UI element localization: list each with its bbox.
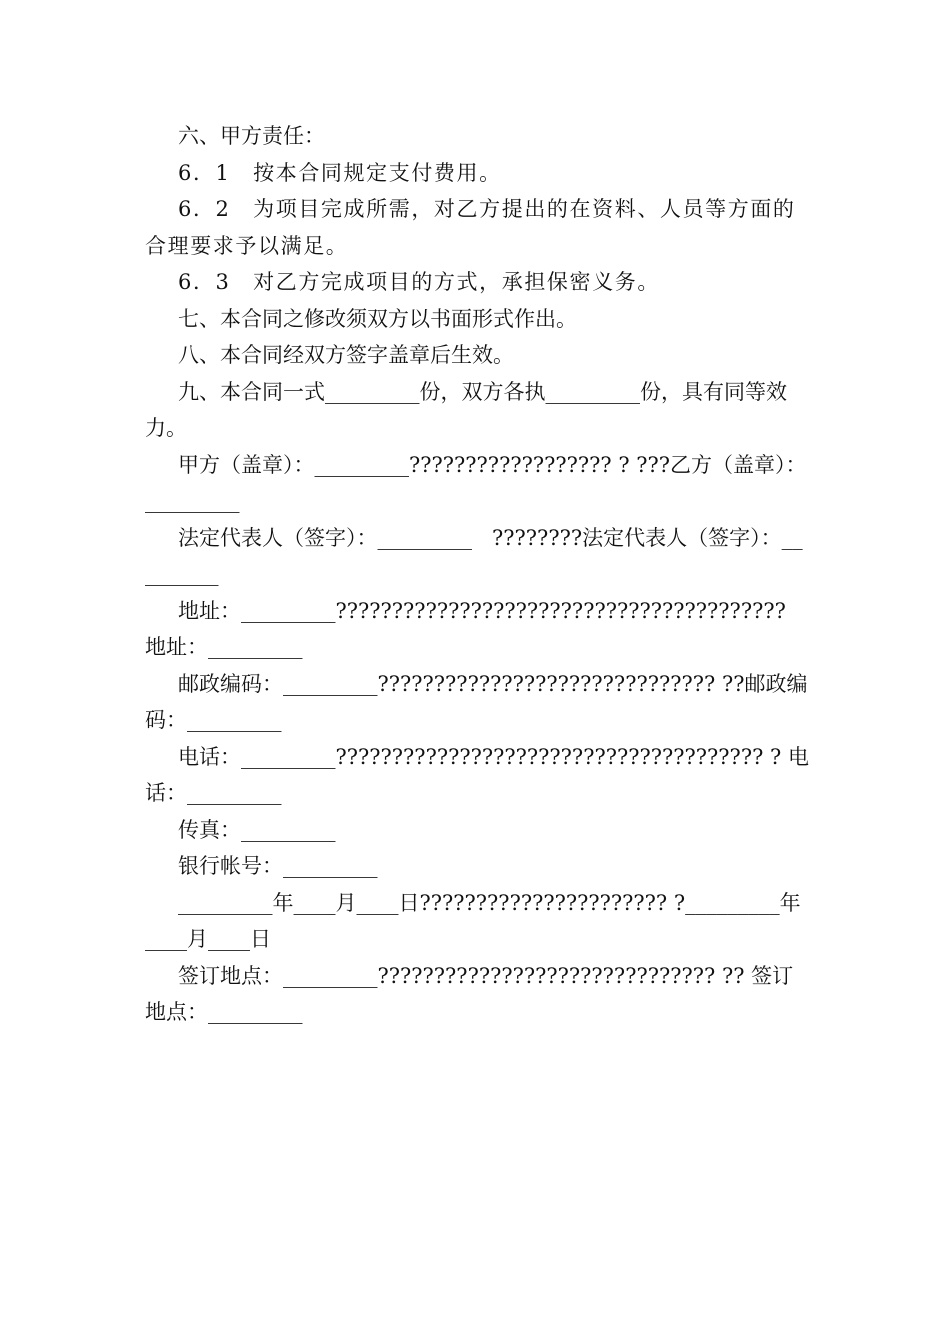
legal-representative-line: 法定代表人（签字）：_________ ????????法定代表人（签字）：_________ [145, 525, 803, 586]
fax-line: 传真：_________ [178, 817, 336, 842]
section-seven: 七、本合同之修改须双方以书面形式作出。 [178, 306, 577, 331]
signing-place-line: 签订地点：_________?????????????????????????????? ?? 签订地点：_________ [145, 963, 794, 1024]
contract-page [145, 118, 810, 1031]
section-nine: 九、本合同一式_________份，双方各执_________份，具有同等效力。 [145, 379, 787, 440]
postal-code-line: 邮政编码：_________?????????????????????????????? ??邮政编码：_________ [145, 671, 808, 732]
section-six-heading: 六、甲方责任： [178, 124, 325, 148]
bank-account-line: 银行帐号：_________ [178, 854, 378, 878]
address-line: 地址：_________???????????????????????????????????????? 地址：_________ [145, 598, 793, 659]
section-eight: 八、本合同经双方签字盖章后生效。 [178, 343, 514, 367]
clause-6-1: 6．1 按本合同规定支付费用。 [178, 160, 502, 185]
seal-line: 甲方（盖章）：_________?????????????????? ? ???乙方（盖章）：_________ [145, 452, 807, 513]
date-line: _________年____月____日?????????????????????? ?_________年____月____日 [145, 890, 801, 951]
clause-6-2: 6．2 为项目完成所需，对乙方提出的在资料、人员等方面的合理要求予以满足。 [145, 197, 796, 258]
clause-6-3: 6．3 对乙方完成项目的方式，承担保密义务。 [178, 270, 660, 294]
phone-line: 电话：_________?????????????????????????????????????? ? 电话：_________ [145, 744, 809, 805]
